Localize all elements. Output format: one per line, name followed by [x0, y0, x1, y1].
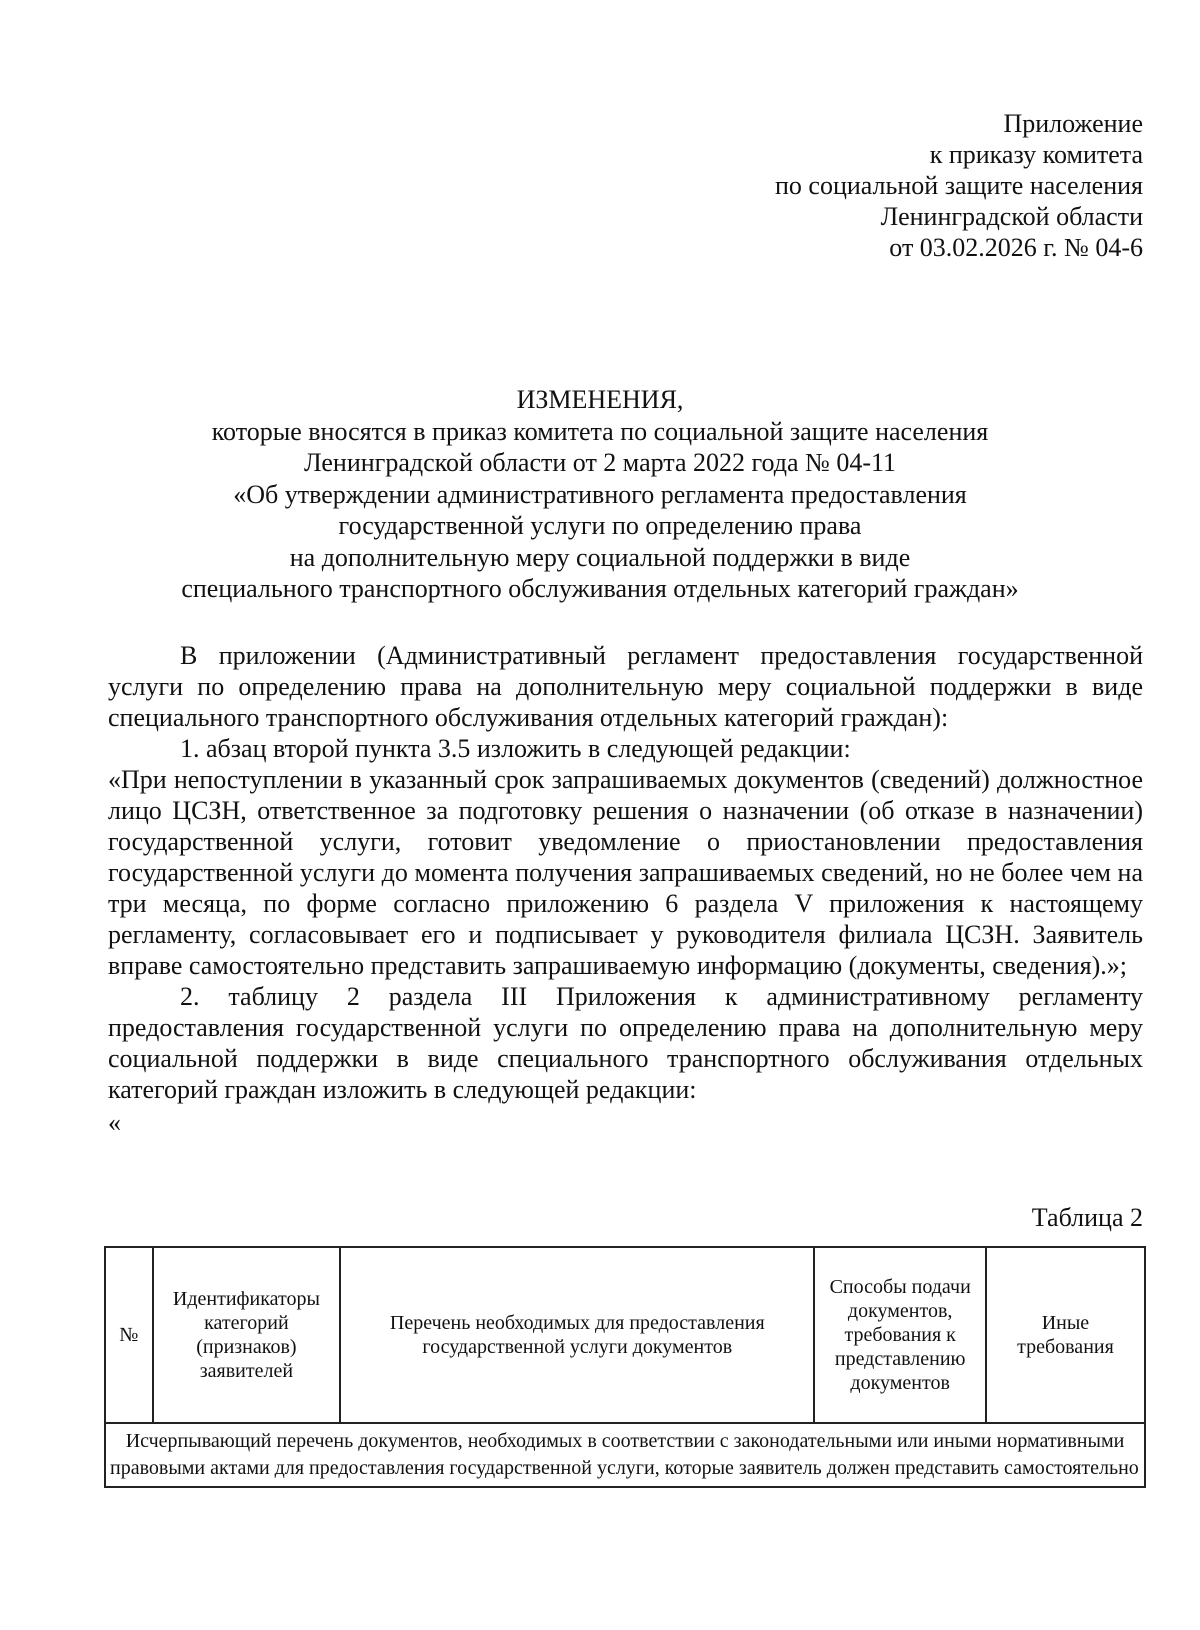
title-heading: ИЗМЕНЕНИЯ,	[516, 385, 684, 414]
title-line: Ленинградской области от 2 марта 2022 года № 04-11	[303, 448, 897, 477]
table-header-row	[105, 1247, 1145, 1423]
section-row: Исчерпывающий перечень документов, необходимых в соответствии с законодательными или иными нормативными правовыми актами для предоставления государственной услуги, которые заявитель должен представить самостоятельно	[105, 1423, 1145, 1487]
addendum-line: к приказу комитета	[929, 140, 1143, 169]
addendum-line: от 03.02.2026 г. № 04-6	[889, 233, 1143, 262]
requirements-table	[104, 1246, 1146, 1488]
open-quote-mark: «	[108, 1108, 121, 1137]
title-line: на дополнительную меру социальной поддержки в виде	[289, 542, 911, 572]
item-1-heading: 1. абзац второй пункта 3.5 изложить в следующей редакции:	[180, 734, 851, 763]
table-row	[105, 1423, 1145, 1487]
item-1-quote: «При непоступлении в указанный срок запрашиваемых документов (сведений) должностное лицо ЦСЗН, ответственное за подготовку решения о назначении (об отказе в назначении) государственной услуги, готовит уведомление о приостановлении предоставления государственной услуги до момента получения запрашиваемых сведений, но не более чем на три месяца, по форме согласно приложению 6 раздела V приложения к настоящему регламенту, согласовывает его и подписывает у руководителя филиала ЦСЗН. Заявитель вправе самостоятельно представить запрашиваемую информацию (документы, сведения).»;	[108, 765, 1143, 980]
header-document-list: Перечень необходимых для предоставления государственной услуги документов	[340, 1247, 814, 1423]
document-title	[0, 384, 1200, 605]
addendum-block	[775, 108, 1143, 263]
item-2-paragraph: 2. таблицу 2 раздела III Приложения к административному регламенту предоставления государственной услуги по определению права на дополнительную меру социальной поддержки в виде специального транспортного обслуживания отдельных категорий граждан изложить в следующей редакции:	[108, 982, 1143, 1104]
header-identifiers: Идентификаторы категорий (признаков) заявителей	[153, 1247, 340, 1423]
addendum-line: Ленинградской области	[880, 202, 1143, 231]
addendum-line: по социальной защите населения	[774, 171, 1143, 200]
title-line: государственной услуги по определению права	[338, 511, 862, 540]
header-other-requirements: Иные требования	[986, 1247, 1145, 1423]
header-number: №	[105, 1247, 153, 1423]
document-body	[108, 640, 1143, 1138]
title-line: «Об утверждении административного регламента предоставления	[233, 479, 967, 509]
header-submission-methods: Способы подачи документов, требования к представлению документов	[814, 1247, 985, 1423]
intro-paragraph: В приложении (Административный регламент предоставления государственной услуги по определению права на дополнительную меру социальной поддержки в виде специального транспортного обслуживания отдельных категорий граждан):	[108, 641, 1143, 732]
addendum-line: Приложение	[1003, 109, 1143, 138]
table-caption: Таблица 2	[1031, 1203, 1143, 1232]
title-line: специального транспортного обслуживания отдельных категорий граждан»	[181, 574, 1019, 603]
title-line: которые вносятся в приказ комитета по социальной защите населения	[211, 416, 989, 446]
